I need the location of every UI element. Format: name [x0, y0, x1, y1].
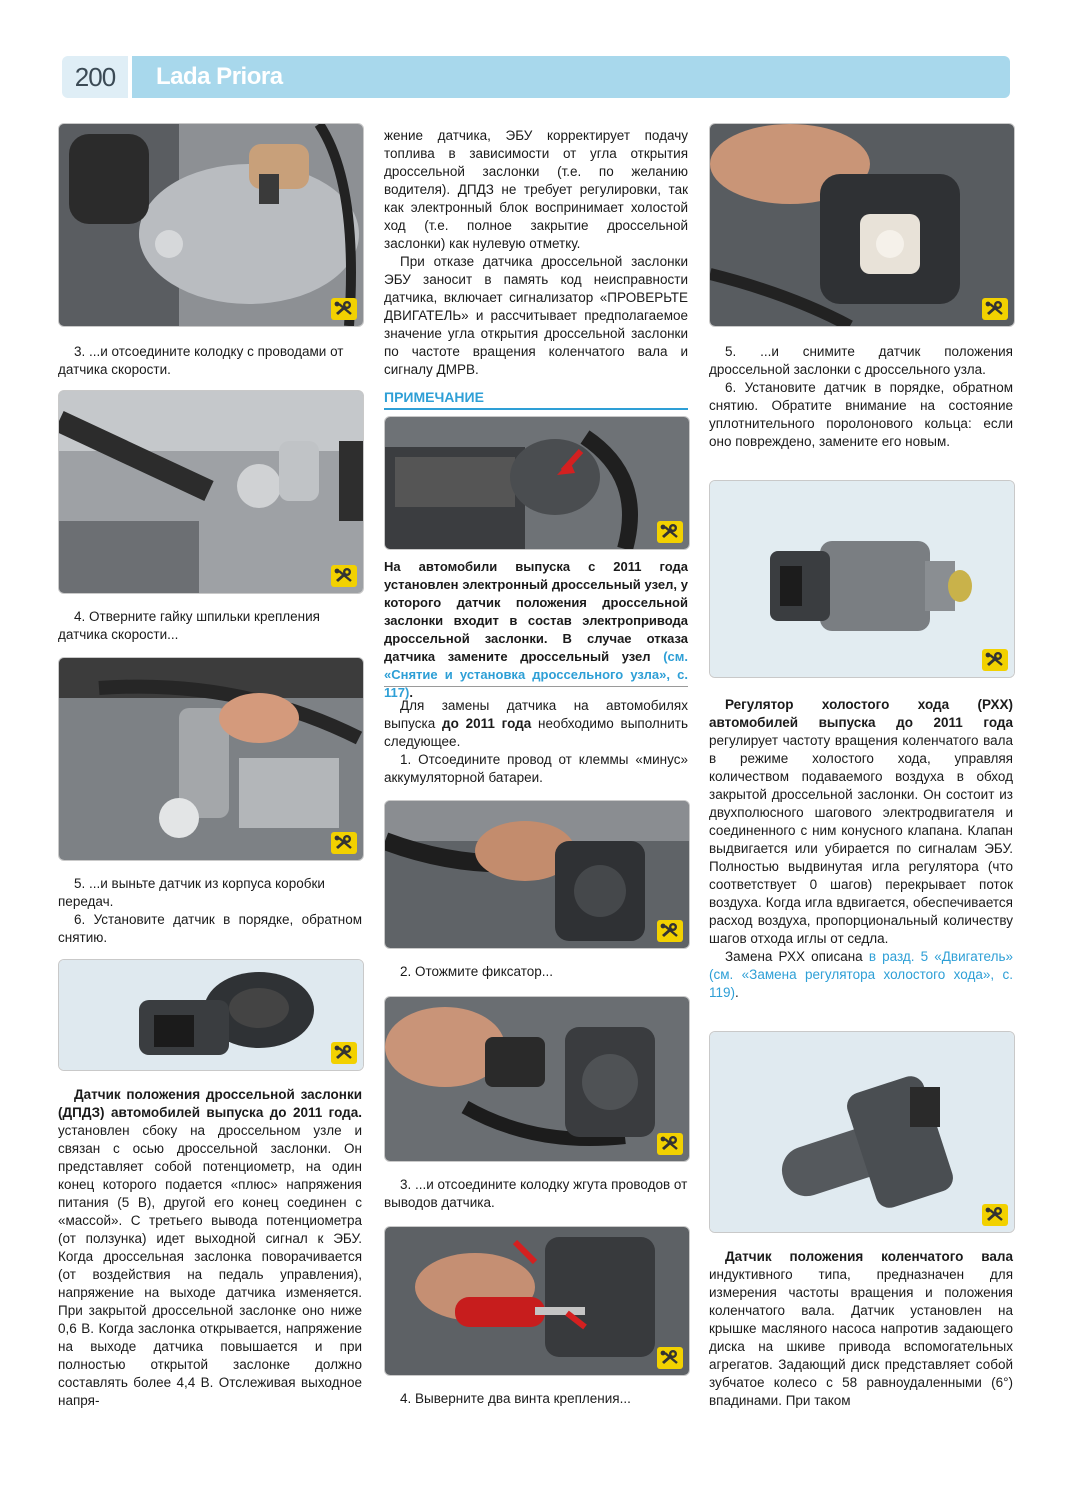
wrench-badge-icon [331, 832, 357, 854]
photo-crankshaft-sensor [709, 1031, 1015, 1233]
iac-ref-end: . [735, 985, 739, 1000]
tps-heading: Датчик положения дроссельной заслонки (ДПДЗ) автомобилей выпуска до 2011 года. [58, 1087, 362, 1120]
photo-idle-air-control [709, 480, 1015, 678]
caption-step-5-left: 5. ...и выньте датчик из корпуса коробки передач. [58, 876, 325, 909]
iac-ref-text: Замена РХХ описана [725, 949, 869, 964]
note-body: На автомобили выпуска с 2011 года установлен электронный дроссельный узел, у которого датчик положения дроссельной заслонки входит в состав электропривода дроссельной заслонки. В случае отказа датчика замените дроссельный узел [384, 559, 688, 664]
page-number: 200 [62, 56, 128, 98]
iac-ref-link[interactable]: в разд. 5 «Двигатель» (см. «Замена регулятора холостого хода», с. 119) [709, 949, 1013, 1000]
caption-step-2-middle: 2. Отожмите фиксатор... [400, 964, 554, 979]
middle-paragraph-2: При отказе датчика дроссельной заслонки ЭБУ заносит в память код неисправности датчика, включает сигнализатор «ПРОВЕРЬТЕ ДВИГАТЕЛЬ» и рассчитывает предполагаемое значение угла открытия дроссельной заслонки по частоте вращения коленчатого вала и сигналу ДМРВ. [384, 254, 688, 377]
ckp-description [709, 1248, 1013, 1410]
ckp-heading: Датчик положения коленчатого вала [725, 1249, 1013, 1264]
iac-description [709, 696, 1013, 1002]
book-title: Lada Priora [156, 63, 283, 90]
wrench-badge-icon [982, 649, 1008, 671]
middle-procedure [384, 697, 688, 787]
caption-step-5-right: 5. ...и снимите датчик положения дроссельной заслонки с дроссельного узла. [709, 344, 1013, 377]
photo-unscrew-screws [384, 1226, 690, 1376]
procedure-intro-a: Для замены датчика на автомобилях выпуска [384, 698, 688, 731]
caption-step-3-left: 3. ...и отсоедините колодку с проводами от датчика скорости. [58, 344, 344, 377]
note-link[interactable]: (см. «Снятие и установка дроссельного узла», с. 117) [384, 649, 688, 700]
middle-intro [384, 127, 688, 379]
wrench-badge-icon [331, 1042, 357, 1064]
photo-speed-sensor-removal [58, 657, 364, 861]
tps-description [58, 1086, 362, 1410]
wrench-badge-icon [331, 298, 357, 320]
photo-electronic-throttle [384, 416, 690, 550]
wrench-badge-icon [982, 298, 1008, 320]
title-bar [132, 56, 1010, 98]
ckp-body: индуктивного типа, предназначен для измерения частоты вращения и положения коленчатого вала. Датчик установлен на крышке масляного насоса напротив задающего диска на шкиве привода вспомогательных агрегатов. Задающий диск представляет собой зубчатое колесо с 58 равноудаленными (6°) впадинами. При таком [709, 1267, 1013, 1408]
caption-step-3-middle: 3. ...и отсоедините колодку жгута проводов от выводов датчика. [384, 1177, 688, 1210]
iac-heading: Регулятор холостого хода (РХХ) автомобилей выпуска до 2011 года [709, 697, 1013, 730]
photo-remove-tps [709, 123, 1015, 327]
photo-speed-sensor-nut [58, 390, 364, 594]
note-end: . [409, 685, 413, 700]
photo-throttle-position-sensor [58, 959, 364, 1071]
caption-step-6-right: 6. Установите датчик в порядке, обратном снятию. Обратите внимание на состояние уплотнительного поролонового кольца: если оно повреждено, замените его новым. [709, 380, 1013, 449]
step-1: 1. Отсоедините провод от клеммы «минус» аккумуляторной батареи. [384, 752, 688, 785]
procedure-intro-c: необходимо выполнить следующее. [384, 716, 689, 749]
photo-disconnect-harness [384, 996, 690, 1162]
note-text [384, 558, 688, 702]
note-label: ПРИМЕЧАНИЕ [384, 388, 688, 410]
middle-paragraph-1: жение датчика, ЭБУ корректирует подачу топлива в зависимости от угла открытия дроссельной заслонки (т.е. по желанию водителя). ДПДЗ не требует регулировки, так как электронный блок воспринимает холостой ход (т.е. полное закрытие дроссельной заслонки) как нулевую отметку. [384, 128, 688, 251]
procedure-intro-year: до 2011 года [442, 716, 532, 731]
tps-body: установлен сбоку на дроссельном узле и связан с осью дроссельной заслонки. Он представляет собой потенциометр, на один конец которого подается «плюс» напряжения питания (5 В), другой его конец соединен с «массой». С третьего вывода потенциометра (от ползунка) идет выходной сигнал к ЭБУ. Когда дроссельная заслонка поворачивается (от воздействия на педаль управления), напряжение на выходе датчика изменяется. При закрытой дроссельной заслонке оно ниже 0,6 В. Когда заслонка открывается, напряжение на выходе датчика повышается и при полностью открытой заслонке должно составлять более 4,4 В. Отслеживая выходное напря- [58, 1123, 362, 1408]
wrench-badge-icon [657, 521, 683, 543]
caption-step-6-left: 6. Установите датчик в порядке, обратном снятию. [58, 912, 362, 945]
wrench-badge-icon [982, 1204, 1008, 1226]
wrench-badge-icon [331, 565, 357, 587]
photo-speed-sensor-connector [58, 123, 364, 327]
right-steps [709, 343, 1013, 451]
wrench-badge-icon [657, 920, 683, 942]
caption-step-4-left: 4. Отверните гайку шпильки крепления датчика скорости... [58, 609, 320, 642]
note-divider [384, 686, 688, 687]
wrench-badge-icon [657, 1133, 683, 1155]
page-header [62, 56, 1010, 98]
photo-press-latch [384, 800, 690, 949]
iac-body: регулирует частоту вращения коленчатого вала в режиме холостого хода, управляя количеством подаваемого воздуха в обход закрытой дроссельной заслонки. Он состоит из двухполюсного шагового электродвигателя и соединенного с ним конусного клапана. Клапан выдвигается или убирается по сигналам ЭБУ. Полностью выдвинутая игла регулятора (что соответствует 0 шагов) перекрывает поток воздуха. Когда игла вдвигается, обеспечивается расход воздуха, пропорциональный количеству шагов отхода иглы от седла. [709, 733, 1013, 946]
wrench-badge-icon [657, 1347, 683, 1369]
caption-step-4-middle: 4. Выверните два винта крепления... [400, 1391, 631, 1406]
